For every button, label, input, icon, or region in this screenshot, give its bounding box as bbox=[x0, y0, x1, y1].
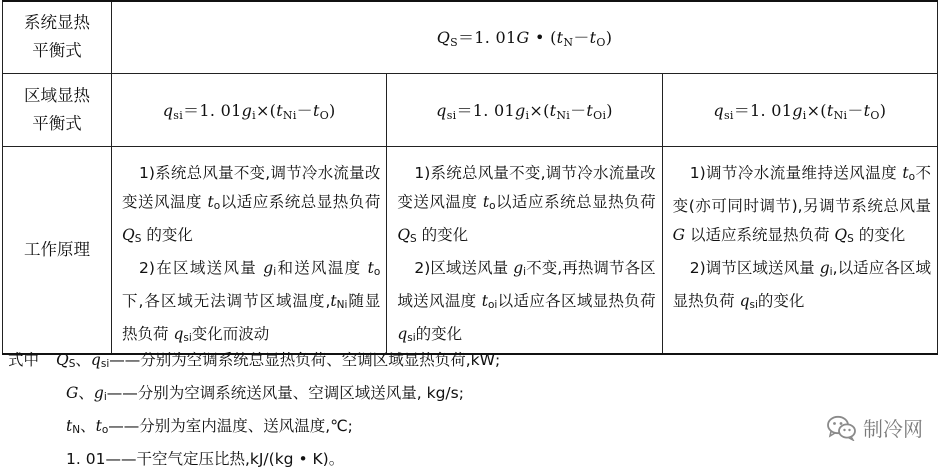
sub: i bbox=[829, 265, 833, 278]
text: 的变化 bbox=[415, 324, 463, 343]
principle-paragraph bbox=[673, 159, 931, 254]
eq-sub: N bbox=[563, 36, 574, 50]
eq-sub: S bbox=[450, 36, 458, 50]
var: t bbox=[66, 417, 73, 435]
text: 不变,再热调节各区域送风温度 bbox=[397, 258, 656, 310]
text: 的变化 bbox=[853, 225, 906, 244]
eq-var: g bbox=[241, 100, 253, 120]
principle-paragraph bbox=[122, 159, 380, 254]
text: 以适应系统显热负荷 bbox=[685, 225, 835, 244]
eq-var: g bbox=[514, 100, 526, 120]
sub: si bbox=[749, 298, 758, 311]
var: t bbox=[902, 163, 909, 182]
text: 以适应系统总显热负荷 bbox=[495, 192, 656, 211]
var: q bbox=[173, 324, 184, 343]
sub: o bbox=[101, 424, 109, 436]
eq-sub: Ni bbox=[833, 108, 848, 122]
eq-sub: O bbox=[870, 108, 880, 122]
note-line bbox=[8, 412, 928, 445]
var: G bbox=[66, 384, 79, 402]
sub: o bbox=[213, 199, 221, 212]
text: 、 bbox=[78, 384, 94, 402]
var: Q bbox=[834, 225, 848, 244]
var: g bbox=[263, 258, 274, 277]
eq-sub: si bbox=[173, 108, 184, 122]
eq-sub: O bbox=[319, 108, 330, 122]
text: 的变化 bbox=[141, 225, 193, 244]
principle-paragraph bbox=[397, 159, 655, 254]
eq-sub: i bbox=[802, 108, 807, 122]
text: 以适应各区域显热负荷 bbox=[497, 291, 656, 310]
eq-const: ＝1. 01 bbox=[456, 100, 515, 120]
eq-op: ×( bbox=[806, 100, 827, 120]
text: 下,各区域无法调节区域温度, bbox=[122, 291, 331, 310]
eq-var: q bbox=[162, 100, 174, 120]
sub: i bbox=[103, 391, 107, 403]
zone-equation-b bbox=[387, 73, 662, 146]
equation-notes bbox=[8, 346, 928, 474]
row-label-principle bbox=[3, 146, 112, 354]
text: ——干空气定压比热,kJ/(kg • K)。 bbox=[105, 450, 345, 468]
principle-paragraph bbox=[673, 254, 931, 320]
principle-cell-c bbox=[662, 146, 937, 354]
eq-op: ×( bbox=[529, 100, 550, 120]
text: 、 bbox=[80, 417, 96, 435]
var: Q bbox=[397, 225, 411, 244]
text: 2)区域送风量 bbox=[414, 258, 514, 277]
var: t bbox=[367, 258, 374, 277]
notes-lead: 式中 bbox=[8, 351, 40, 369]
eq-var: q bbox=[436, 100, 447, 120]
text: ——分别为室内温度、送风温度,℃; bbox=[108, 417, 353, 435]
row-label-text: 工作原理 bbox=[24, 239, 90, 259]
text: ,以适应各区域显热负荷 bbox=[672, 258, 931, 310]
watermark bbox=[827, 413, 923, 442]
eq-sub: i bbox=[525, 108, 530, 122]
var: q bbox=[397, 324, 408, 343]
eq-op: • ( bbox=[529, 28, 557, 48]
text: 的变化 bbox=[757, 291, 805, 310]
eq-const: ＝1. 01 bbox=[183, 100, 242, 120]
sub: o bbox=[489, 199, 496, 212]
system-balance-equation bbox=[112, 1, 938, 73]
text: 随显热负荷 bbox=[122, 291, 381, 343]
eq-sub: si bbox=[723, 108, 734, 122]
var: g bbox=[513, 258, 524, 277]
table-row-system-balance bbox=[3, 1, 938, 73]
text: 不变(亦可同时调节),另调节系统总风量 bbox=[672, 163, 931, 215]
eq-var: t bbox=[586, 100, 594, 120]
note-line bbox=[8, 346, 928, 379]
eq-sub: Ni bbox=[282, 108, 297, 122]
sub: S bbox=[134, 232, 142, 245]
eq-op: － bbox=[573, 28, 590, 48]
var: t bbox=[95, 417, 102, 435]
eq-sub: si bbox=[446, 108, 457, 122]
eq-var: q bbox=[713, 100, 724, 120]
eq-var: Q bbox=[436, 28, 451, 48]
text: 和送风温度 bbox=[276, 258, 368, 277]
eq-const: ＝1. 01 bbox=[733, 100, 793, 120]
sub: si bbox=[183, 331, 192, 344]
text: ——分别为空调系统送风量、空调区域送风量, kg/s; bbox=[106, 384, 464, 402]
eq-var: t bbox=[589, 28, 597, 48]
zone-equation-a bbox=[112, 73, 387, 146]
row-label-system bbox=[3, 1, 112, 73]
text: 的变化 bbox=[416, 225, 469, 244]
sub: oi bbox=[487, 298, 498, 311]
var: g bbox=[819, 258, 830, 277]
text: 、 bbox=[75, 351, 91, 369]
eq-var: t bbox=[312, 100, 320, 120]
eq-sub: Oi bbox=[593, 108, 607, 122]
eq-var: g bbox=[792, 100, 803, 120]
eq-var: t bbox=[863, 100, 871, 120]
sub: S bbox=[68, 358, 76, 370]
sub: si bbox=[407, 331, 416, 344]
table-row-zone-balance bbox=[3, 73, 938, 146]
var: t bbox=[481, 291, 488, 310]
var: t bbox=[330, 291, 337, 310]
text: 1)系统总风量不变,调节冷水流量改变送风温度 bbox=[122, 163, 381, 211]
principle-cell-b bbox=[387, 146, 662, 354]
row-label-text: 系统显热 平衡式 bbox=[24, 13, 90, 61]
sub: o bbox=[373, 265, 381, 278]
var: Q bbox=[56, 351, 69, 369]
text: 1)系统总风量不变,调节冷水流量改变送风温度 bbox=[397, 163, 656, 211]
watermark-text: 制冷网 bbox=[863, 417, 923, 441]
eq-var: t bbox=[826, 100, 834, 120]
var: q bbox=[90, 351, 101, 369]
sub: i bbox=[523, 265, 527, 278]
eq-op: － bbox=[570, 100, 587, 120]
eq-op: － bbox=[296, 100, 313, 120]
eq-op: ) bbox=[329, 100, 336, 120]
sub: si bbox=[100, 358, 110, 370]
text: ——分别为空调系统总显热负荷、空调区域显热负荷,kW; bbox=[109, 351, 501, 369]
eq-op: ) bbox=[879, 100, 887, 120]
principle-paragraph bbox=[122, 254, 380, 353]
zone-equation-c bbox=[662, 73, 937, 146]
var: t bbox=[482, 192, 490, 211]
text: 2)调节区域送风量 bbox=[689, 258, 820, 277]
eq-op: ) bbox=[606, 100, 613, 120]
eq-op: ×( bbox=[255, 100, 277, 120]
eq-sub: O bbox=[596, 36, 606, 50]
wechat-icon bbox=[827, 415, 857, 441]
eq-sub: i bbox=[252, 108, 256, 122]
principle-cell-a bbox=[112, 146, 387, 354]
eq-const: ＝1. 01 bbox=[458, 28, 517, 48]
sub: o bbox=[908, 170, 916, 183]
sub: Ni bbox=[336, 298, 348, 311]
text: 1. 01 bbox=[66, 450, 106, 468]
sub: S bbox=[847, 232, 854, 245]
principle-paragraph bbox=[397, 254, 655, 353]
var: t bbox=[207, 192, 214, 211]
note-line bbox=[8, 379, 928, 412]
table-row-working-principle bbox=[3, 146, 938, 354]
sub: i bbox=[273, 265, 277, 278]
row-label-zone bbox=[3, 73, 112, 146]
text: 2)在区域送风量 bbox=[139, 258, 264, 277]
row-label-text: 区域显热 平衡式 bbox=[24, 85, 90, 133]
sub: S bbox=[410, 232, 417, 245]
text: 1)调节冷水流量维持送风温度 bbox=[689, 163, 903, 182]
var: Q bbox=[122, 225, 135, 244]
eq-sub: Ni bbox=[556, 108, 571, 122]
eq-var: t bbox=[549, 100, 557, 120]
eq-op: － bbox=[847, 100, 864, 120]
eq-var: t bbox=[276, 100, 283, 120]
var: q bbox=[739, 291, 750, 310]
var: g bbox=[93, 384, 104, 402]
eq-op: ) bbox=[605, 28, 613, 48]
text: 以适应系统总显热负荷 bbox=[220, 192, 381, 211]
eq-var: G bbox=[516, 28, 530, 48]
var: G bbox=[672, 225, 686, 244]
eq-var: t bbox=[556, 28, 564, 48]
sub: N bbox=[72, 424, 81, 436]
text: 变化而波动 bbox=[191, 324, 270, 343]
heat-balance-table bbox=[2, 0, 938, 355]
